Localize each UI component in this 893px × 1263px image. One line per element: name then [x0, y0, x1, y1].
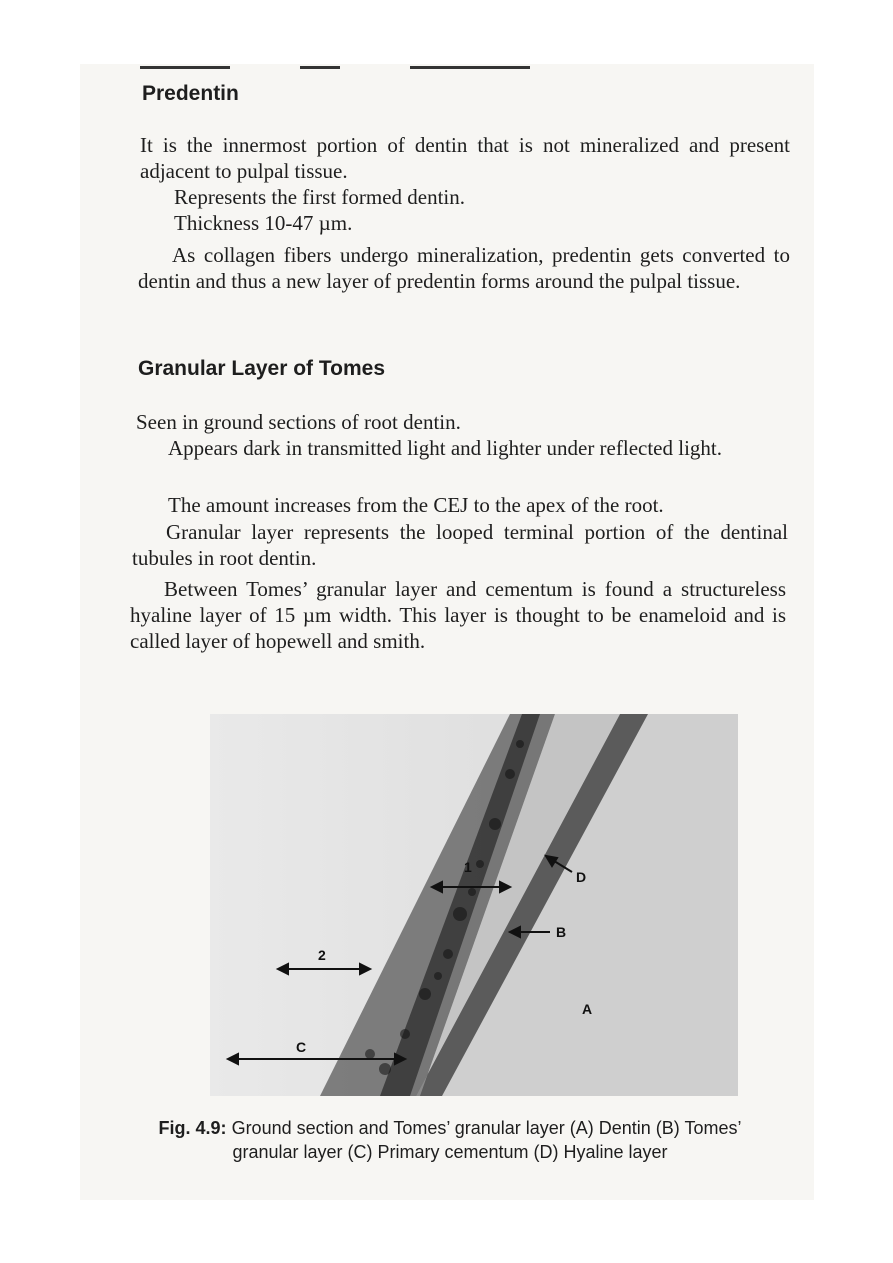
- label-2: 2: [318, 947, 326, 963]
- micrograph-figure: [210, 714, 738, 1096]
- granular-paragraph-4: Granular layer represents the looped terminal portion of the dentinal tubules in root dentin.: [132, 520, 788, 570]
- figure-caption: [140, 1116, 760, 1164]
- caption-number: Fig. 4.9:: [158, 1118, 227, 1138]
- label-a: A: [582, 1001, 593, 1017]
- label-d: D: [576, 869, 587, 885]
- granular-paragraph-3: The amount increases from the CEJ to the apex of the root.: [168, 493, 664, 517]
- predentin-paragraph-2: Represents the first formed dentin.: [174, 185, 466, 209]
- label-b: B: [556, 924, 567, 940]
- granular-paragraph-5: Between Tomes’ granular layer and cementum is found a structureless hyaline layer of 15 µm width. This layer is thought to be enameloid and is called layer of hopewell and smith.: [130, 577, 786, 653]
- granular-paragraph-1: Seen in ground sections of root dentin.: [136, 410, 461, 434]
- cropped-running-header: [140, 56, 660, 70]
- label-1: 1: [464, 859, 472, 875]
- predentin-paragraph-1: It is the innermost portion of dentin that is not mineralized and present adjacent to pulpal tissue.: [140, 133, 790, 183]
- granular-paragraph-2: Appears dark in transmitted light and lighter under reflected light.: [168, 436, 722, 460]
- label-c: C: [296, 1039, 307, 1055]
- predentin-paragraph-4: As collagen fibers undergo mineralization, predentin gets converted to dentin and thus a new layer of predentin forms around the pulpal tissue.: [138, 243, 790, 293]
- predentin-paragraph-3: Thickness 10-47 µm.: [174, 211, 353, 235]
- heading-granular-layer: Granular Layer of Tomes: [138, 357, 386, 380]
- caption-text: Ground section and Tomes’ granular layer (A) Dentin (B) Tomes’ granular layer (C) Primary cementum (D) Hyaline layer: [231, 1118, 742, 1162]
- heading-predentin: Predentin: [142, 82, 239, 105]
